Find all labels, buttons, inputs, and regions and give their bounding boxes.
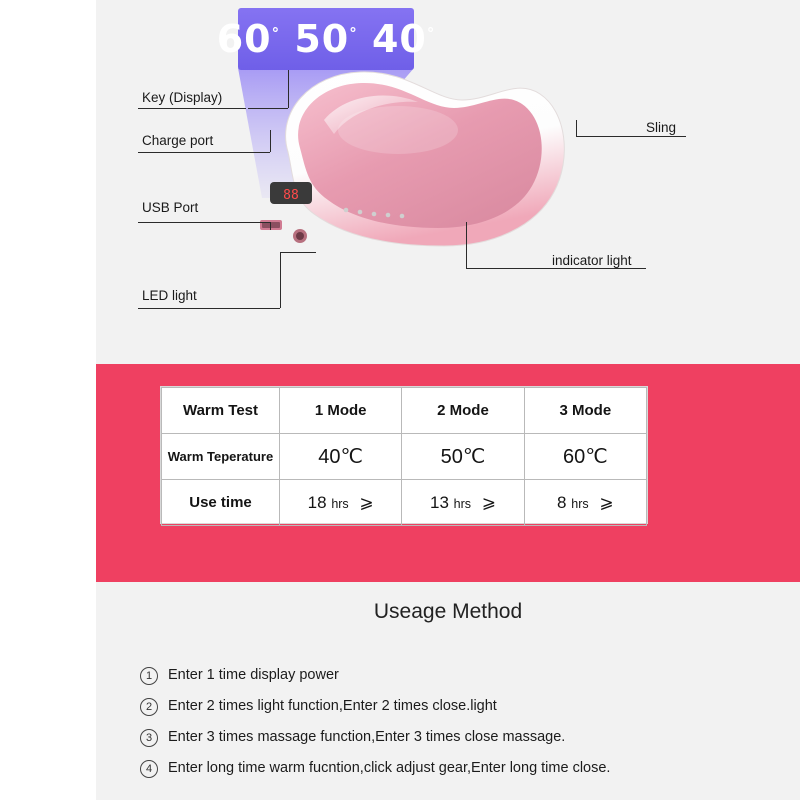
leader-indicator-v (466, 222, 467, 268)
usage-steps (140, 666, 780, 790)
usage-method-section (96, 582, 800, 800)
leader-sling (576, 136, 686, 137)
svg-text:88: 88 (283, 188, 299, 203)
time-value: 8 (557, 492, 567, 512)
row-header-warm-test: Warm Test (162, 388, 280, 434)
step-text-4: Enter long time warm fucntion,click adjust gear,Enter long time close. (168, 760, 611, 776)
warm-spec-table (160, 386, 648, 524)
step-number-2: 2 (140, 698, 158, 716)
callout-label-key-display: Key (Display) (142, 90, 223, 105)
leader-key (248, 108, 288, 109)
usage-title: Useage Method (373, 600, 523, 623)
row-header-warm-temperature: Warm Teperature (162, 434, 280, 480)
column-header-mode-1: 1 Mode (280, 388, 402, 434)
callout-label-usb-port: USB Port (142, 200, 199, 215)
step-number-1: 1 (140, 667, 158, 685)
cell-time-1 (280, 480, 402, 526)
time-unit: hrs (453, 496, 472, 511)
callout-label-indicator-light: indicator light (552, 253, 632, 268)
step-text-3: Enter 3 times massage function,Enter 3 times close massage. (168, 729, 566, 745)
cell-time-2 (402, 480, 524, 526)
list-item (140, 759, 780, 778)
column-header-mode-2: 2 Mode (402, 388, 524, 434)
step-number-3: 3 (140, 729, 158, 747)
left-white-margin (0, 0, 96, 364)
time-symbol: ⩾ (359, 492, 374, 512)
time-unit: hrs (331, 496, 349, 511)
leader-led-h2 (280, 252, 316, 253)
leader-charge-v (270, 130, 271, 152)
table-row (162, 480, 647, 526)
cell-temp-3: 60℃ (524, 434, 646, 480)
cell-temp-1: 40℃ (280, 434, 402, 480)
step-text-2: Enter 2 times light function,Enter 2 times close.light (168, 698, 497, 714)
leader-charge (138, 152, 270, 153)
column-header-mode-3: 3 Mode (524, 388, 646, 434)
leader-usb (138, 222, 270, 223)
step-text-1: Enter 1 time display power (168, 667, 339, 683)
callout-label-led-light: LED light (142, 288, 197, 303)
product-diagram-section (0, 0, 800, 364)
display-popup (216, 8, 436, 70)
leader-led (138, 308, 280, 309)
table-row (162, 388, 647, 434)
time-value: 18 (307, 492, 327, 512)
display-readout: 60° 50° 40° (216, 17, 436, 61)
leader-usb-v (270, 222, 271, 230)
cell-temp-2: 50℃ (402, 434, 524, 480)
cell-time-3 (524, 480, 646, 526)
leader-indicator (466, 268, 646, 269)
row-header-use-time: Use time (162, 480, 280, 526)
hand-warmer-device (248, 60, 578, 275)
leader-led-v (280, 252, 281, 308)
time-symbol: ⩾ (481, 492, 496, 512)
list-item (140, 728, 780, 747)
leader-key-underline (138, 108, 246, 109)
step-number-4: 4 (140, 760, 158, 778)
callout-label-sling: Sling (646, 120, 677, 135)
time-symbol: ⩾ (599, 492, 614, 512)
leader-sling-v (576, 120, 577, 136)
time-unit: hrs (571, 496, 589, 511)
list-item (140, 666, 780, 685)
table-row (162, 434, 647, 480)
list-item (140, 697, 780, 716)
callout-label-charge-port: Charge port (142, 133, 214, 148)
time-value: 13 (429, 492, 449, 512)
